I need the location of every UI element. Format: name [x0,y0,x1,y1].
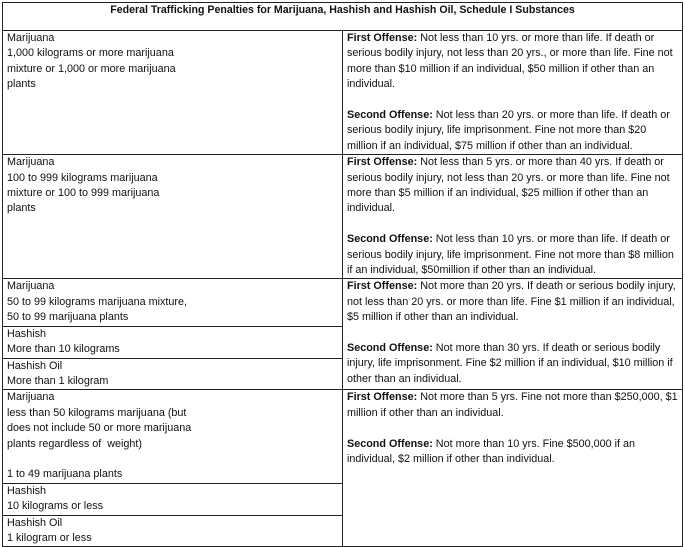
first-offense [347,390,678,421]
substance-line: 50 to 99 marijuana plants [7,311,129,324]
second-offense-label: Second Offense: [347,233,433,246]
first-offense-label: First Offense: [347,32,418,44]
substance-line: Hashish Oil [7,516,63,529]
substance-line: 1,000 kilograms or more marijuana [7,47,174,60]
substance-line: Marijuana [7,280,55,293]
second-offense [347,232,678,278]
first-offense-text: Not more than 20 yrs. If death or serious bodily injury, not less than 20 yrs. or more than life. Fine $1 million if an individual, $5 million if other than an individual. [347,280,676,324]
first-offense-label: First Offense: [347,391,418,404]
first-offense-text: Not less than 10 yrs. or more than life. If death or serious bodily injury, not less than 20 yrs., or more than life. Fine not more than $10 million if an individual, $50 million if other than an individual. [347,32,673,91]
table-row [3,279,683,326]
substance-line: 50 to 99 kilograms marijuana mixture, [7,295,188,308]
table-row [3,31,683,155]
first-offense-text: Not more than 5 yrs. Fine not more than $250,000, $1 million if other than an individual. [347,391,678,419]
second-offense [347,108,678,154]
substance-line: less than 50 kilograms marijuana (but [7,406,187,419]
substance-line: does not include 50 or more marijuana [7,422,192,435]
substance-line: 100 to 999 kilograms marijuana [7,171,158,184]
substance-line: 10 kilograms or less [7,500,104,513]
first-offense-text: Not less than 5 yrs. or more than 40 yrs. If death or serious bodily injury, not less than 20 yrs. or more than life. Fine not more than $5 million if an individual, $25 million if other than an individual. [347,156,670,215]
second-offense-text: Not less than 20 yrs. or more than life. If death or serious bodily injury, life imprisonment. Fine not more than $20 million if an individual, $75 million if other than an individual. [347,109,670,152]
substance-cell [3,390,343,483]
substance-line: 1 kilogram or less [7,531,92,544]
substance-line: Marijuana [7,391,55,404]
substance-line: Hashish [7,484,47,497]
table-row [3,155,683,279]
substance-line: 1 to 49 marijuana plants [7,468,123,481]
penalty-cell [343,279,683,390]
substance-cell [3,31,343,155]
table-title: Federal Trafficking Penalties for Marijuana, Hashish and Hashish Oil, Schedule I Substances [3,3,683,31]
substance-line: plants [7,78,36,91]
second-offense-text: Not more than 30 yrs. If death or serious bodily injury, life imprisonment. Fine $2 million if an individual, $10 million if other than an individual. [347,342,673,385]
substance-line: mixture or 1,000 or more marijuana [7,62,176,75]
substance-line: mixture or 100 to 999 marijuana [7,187,160,200]
first-offense [347,279,678,325]
second-offense-text: Not more than 10 yrs. Fine $500,000 if an individual, $2 million if other than individual. [347,437,636,465]
substance-line: Hashish Oil [7,359,63,372]
first-offense [347,31,678,93]
penalty-cell [343,390,683,547]
penalty-cell [343,31,683,155]
penalty-cell [343,155,683,279]
first-offense [347,155,678,217]
substance-line: Hashish [7,327,47,340]
second-offense-label: Second Offense: [347,109,433,122]
second-offense-label: Second Offense: [347,437,433,450]
second-offense-label: Second Offense: [347,342,433,355]
substance-line: plants [7,202,36,215]
substance-line: Marijuana [7,156,55,169]
second-offense-text: Not less than 10 yrs. or more than life. If death or serious bodily injury, life imprisonment. Fine not more than $8 million if an individual, $50million if other than an individual. [347,233,674,277]
substance-line [7,452,338,467]
substance-cell [3,279,343,326]
second-offense [347,341,678,387]
substance-cell [3,326,343,358]
table-row [3,390,683,483]
substance-line: Marijuana [7,32,55,44]
first-offense-label: First Offense: [347,156,418,169]
substance-cell [3,358,343,390]
substance-line: More than 1 kilogram [7,374,109,387]
penalties-table [2,2,683,547]
substance-cell [3,155,343,279]
substance-line: plants regardless of weight) [7,437,143,450]
second-offense [347,437,678,468]
substance-line: More than 10 kilograms [7,343,120,356]
substance-cell [3,483,343,515]
substance-cell [3,515,343,547]
first-offense-label: First Offense: [347,280,418,293]
